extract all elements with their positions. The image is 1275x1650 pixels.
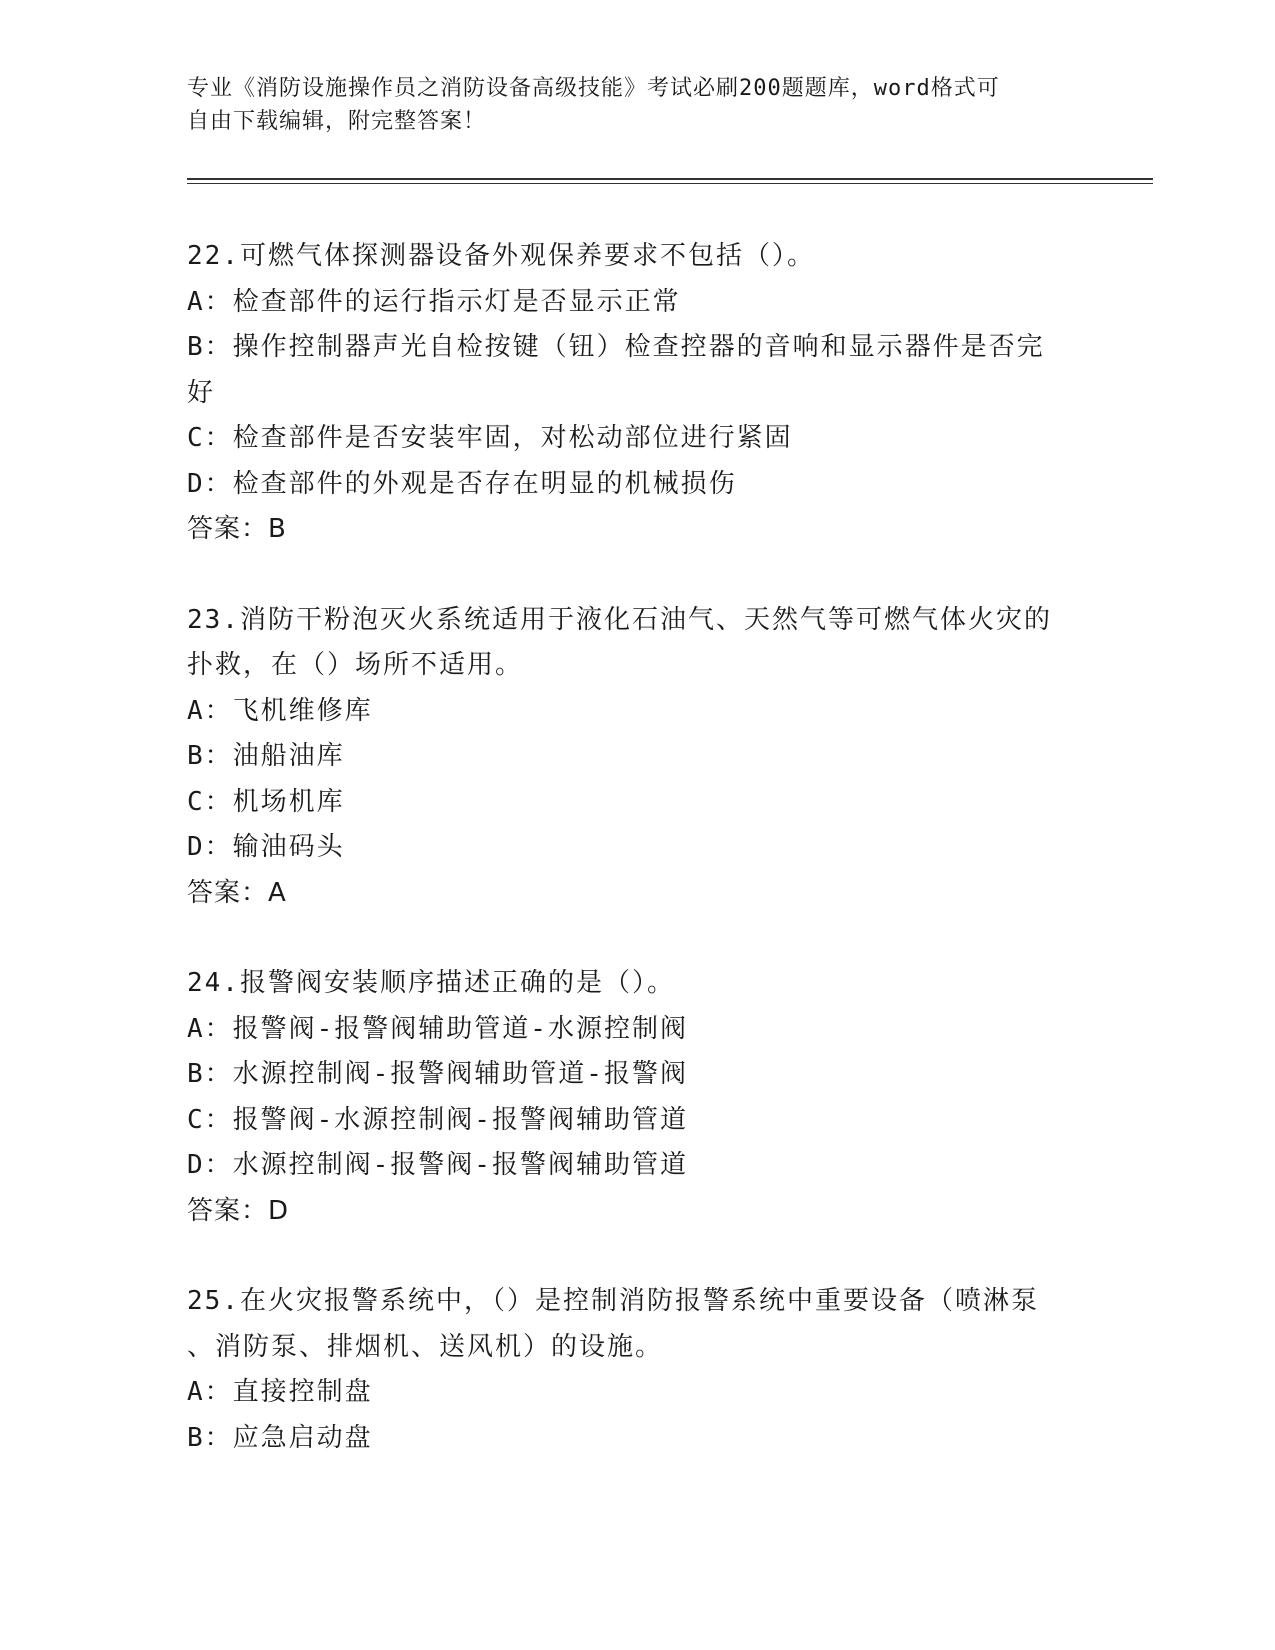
header-line-2: 自由下载编辑，附完整答案！ bbox=[187, 109, 487, 134]
question-stem: 扑救，在（）场所不适用。 bbox=[187, 650, 524, 680]
answer-option: A：飞机维修库 bbox=[187, 695, 373, 726]
answer-key bbox=[187, 507, 1077, 553]
header-divider-bottom bbox=[187, 183, 1153, 184]
answer-option: B：水源控制阀-报警阀辅助管道-报警阀 bbox=[187, 1059, 688, 1089]
header-divider-top bbox=[187, 178, 1153, 180]
answer-option: C：检查部件是否安装牢固，对松动部位进行紧固 bbox=[187, 423, 793, 453]
answer-option: C：机场机库 bbox=[187, 786, 345, 817]
answer-value: B bbox=[268, 514, 287, 544]
question-block bbox=[187, 1279, 1077, 1461]
answer-value: D bbox=[268, 1195, 290, 1226]
answer-value: A bbox=[268, 877, 287, 908]
answer-option: D：检查部件的外观是否存在明显的机械损伤 bbox=[187, 468, 737, 499]
question-block bbox=[187, 961, 1077, 1234]
question-stem: 22.可燃气体探测器设备外观保养要求不包括（）。 bbox=[187, 241, 815, 271]
question-list bbox=[187, 234, 1077, 1506]
answer-label: 答案： bbox=[187, 1195, 269, 1226]
answer-option: B：油船油库 bbox=[187, 741, 345, 771]
header-line-1: 专业《消防设施操作员之消防设备高级技能》考试必刷200题题库，word格式可 bbox=[187, 76, 1000, 101]
question-block bbox=[187, 598, 1077, 917]
answer-key bbox=[187, 871, 1077, 917]
question-stem: 、消防泵、排烟机、送风机）的设施。 bbox=[187, 1331, 664, 1362]
question-stem: 24.报警阀安装顺序描述正确的是（）。 bbox=[187, 968, 675, 998]
question-block bbox=[187, 234, 1077, 553]
answer-option: A：检查部件的运行指示灯是否显示正常 bbox=[187, 286, 681, 317]
answer-option: A：报警阀-报警阀辅助管道-水源控制阀 bbox=[187, 1013, 688, 1044]
answer-option: 好 bbox=[187, 377, 216, 408]
question-stem: 23.消防干粉泡灭火系统适用于液化石油气、天然气等可燃气体火灾的 bbox=[187, 604, 1052, 635]
question-stem: 25.在火灾报警系统中，（）是控制消防报警系统中重要设备（喷淋泵 bbox=[187, 1286, 1039, 1316]
document-header bbox=[187, 72, 1067, 138]
answer-key bbox=[187, 1189, 1077, 1235]
answer-label: 答案： bbox=[187, 514, 269, 544]
answer-option: B：操作控制器声光自检按键（钮）检查控器的音响和显示器件是否完 bbox=[187, 332, 1045, 362]
answer-option: C：报警阀-水源控制阀-报警阀辅助管道 bbox=[187, 1104, 688, 1135]
answer-option: D：输油码头 bbox=[187, 832, 345, 862]
answer-label: 答案： bbox=[187, 877, 269, 908]
answer-option: A：直接控制盘 bbox=[187, 1377, 373, 1407]
answer-option: D：水源控制阀-报警阀-报警阀辅助管道 bbox=[187, 1150, 688, 1180]
answer-option: B：应急启动盘 bbox=[187, 1422, 373, 1453]
